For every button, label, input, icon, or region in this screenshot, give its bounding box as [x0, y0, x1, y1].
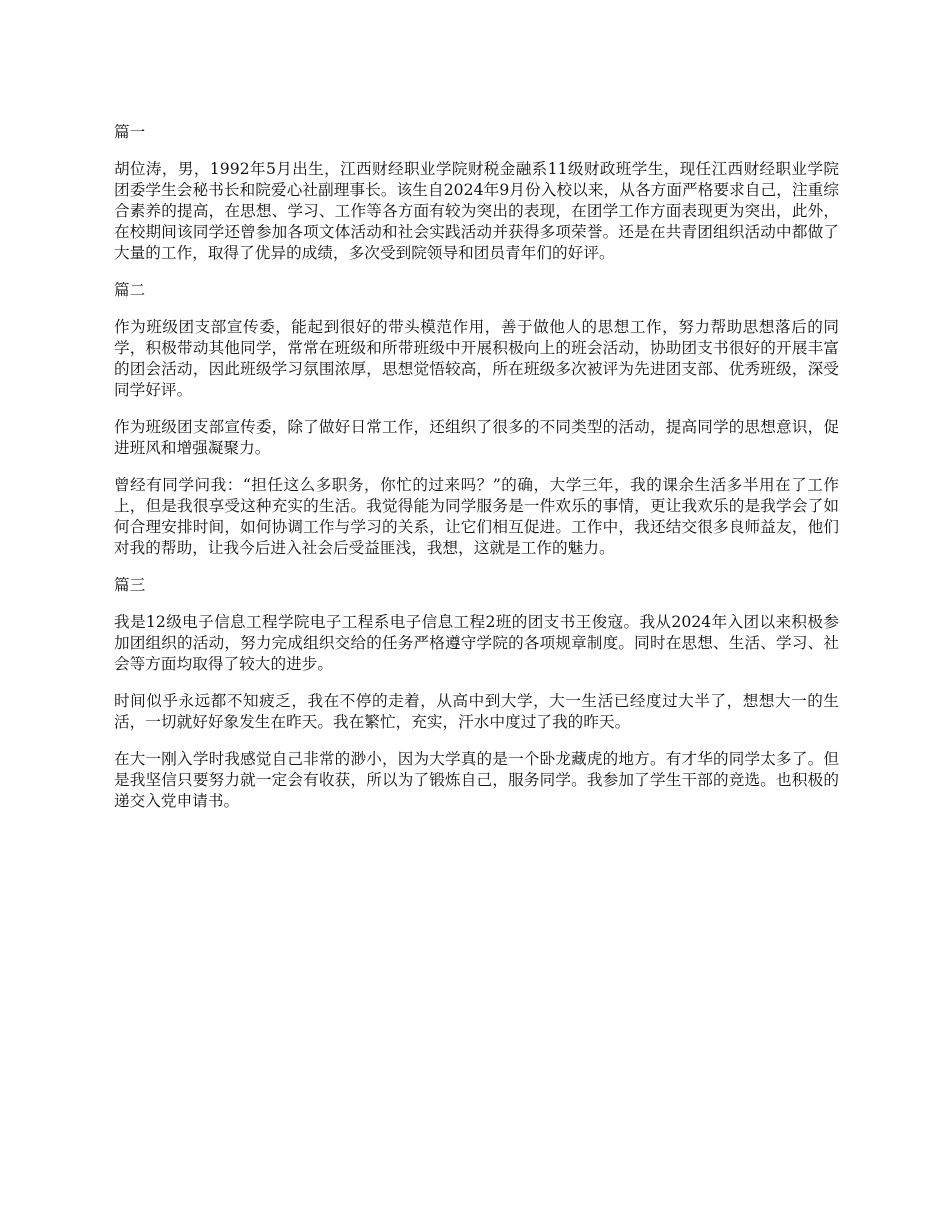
section-2 [114, 280, 839, 559]
section-1 [114, 122, 839, 264]
paragraph: 在大一刚入学时我感觉自己非常的渺小，因为大学真的是一个卧龙藏虎的地方。有才华的同学太多了。但是我坚信只要努力就一定会有收获，所以为了锻炼自己，服务同学。我参加了学生干部的竞选。也积极的递交入党申请书。 [114, 750, 839, 810]
paragraph: 时间似乎永远都不知疲乏，我在不停的走着，从高中到大学，大一生活已经度过大半了，想想大一的生活，一切就好好象发生在昨天。我在繁忙，充实，汗水中度过了我的昨天。 [114, 692, 839, 731]
section-heading: 篇二 [114, 281, 146, 299]
paragraph: 作为班级团支部宣传委，除了做好日常工作，还组织了很多的不同类型的活动，提高同学的思想意识，促进班风和增强凝聚力。 [114, 418, 839, 457]
paragraph: 胡位涛，男，1992年5月出生，江西财经职业学院财税金融系11级财政班学生，现任江西财经职业学院团委学生会秘书长和院爱心社副理事长。该生自2024年9月份入校以来，从各方面严格要求自己，注重综合素养的提高，在思想、学习、工作等各方面有较为突出的表现，在团学工作方面表现更为突出，此外，在校期间该同学还曾参加各项文体活动和社会实践活动并获得多项荣誉。还是在共青团组织活动中都做了大量的工作，取得了优异的成绩，多次受到院领导和团员青年们的好评。 [114, 160, 839, 262]
paragraph: 曾经有同学问我：“担任这么多职务，你忙的过来吗？”的确，大学三年，我的课余生活多半用在了工作上，但是我很享受这种充实的生活。我觉得能为同学服务是一件欢乐的事情，更让我欢乐的是我学会了如何合理安排时间，如何协调工作与学习的关系，让它们相互促进。工作中，我还结交很多良师益友，他们对我的帮助，让我今后进入社会后受益匪浅，我想，这就是工作的魅力。 [114, 476, 839, 557]
paragraph: 作为班级团支部宣传委，能起到很好的带头模范作用，善于做他人的思想工作，努力帮助思想落后的同学，积极带动其他同学，常常在班级和所带班级中开展积极向上的班会活动，协助团支书很好的开展丰富的团会活动，因此班级学习氛围浓厚，思想觉悟较高，所在班级多次被评为先进团支部、优秀班级，深受同学好评。 [114, 318, 839, 399]
section-3 [114, 575, 839, 812]
section-heading: 篇一 [114, 123, 146, 141]
paragraph: 我是12级电子信息工程学院电子工程系电子信息工程2班的团支书王俊寇。我从2024年入团以来积极参加团组织的活动，努力完成组织交给的任务严格遵守学院的各项规章制度。同时在思想、生活、学习、社会等方面均取得了较大的进步。 [114, 613, 839, 673]
section-heading: 篇三 [114, 576, 146, 594]
document-page [114, 122, 839, 828]
